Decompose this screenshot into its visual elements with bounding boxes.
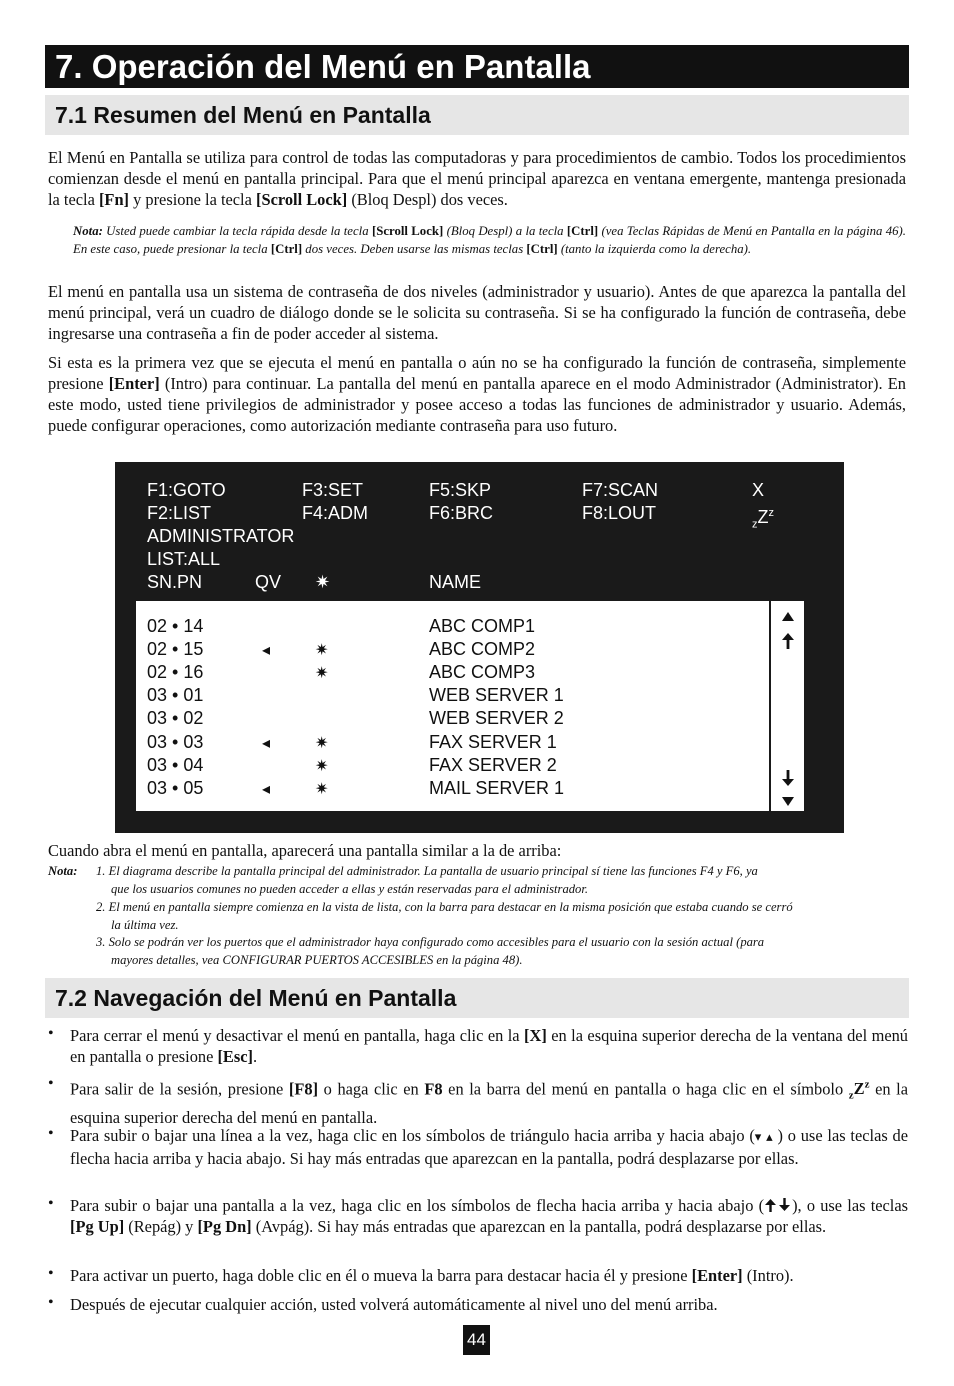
note-hotkey — [73, 222, 906, 258]
text: Si esta es la primera vez que se ejecuta el menú en pantalla o aún no se ha configurado la función de contraseña, simplemente presione — [48, 353, 906, 393]
key-enter: [Enter] — [691, 1266, 743, 1285]
key-x: [X] — [524, 1026, 547, 1045]
key-esc: [Esc] — [217, 1047, 253, 1066]
text: o haga clic en — [318, 1079, 425, 1099]
row-port: 02 • 15 — [147, 639, 204, 660]
page-number: 44 — [463, 1325, 490, 1355]
up-down-arrows-icon — [764, 1196, 792, 1215]
key: [Ctrl] — [526, 242, 558, 256]
row-name: ABC COMP3 — [429, 662, 536, 683]
z-glyph: Z — [757, 507, 769, 527]
z-glyph: z — [848, 1089, 854, 1102]
text: en la esquina superior derecha del menú en pantalla. — [70, 1079, 908, 1127]
menu-f1-goto[interactable]: F1:GOTO — [147, 480, 226, 500]
column-header-snpn: SN.PN — [147, 572, 203, 592]
column-header-qv: QV — [255, 572, 282, 592]
menu-f2-list[interactable]: F2:LIST — [147, 503, 212, 523]
note-2-line-2: la última vez. — [111, 918, 179, 932]
menu-f5-skp[interactable]: F5:SKP — [429, 480, 492, 500]
text: en la esquina superior derecha de la ventana del menú en pantalla o presione — [70, 1026, 908, 1066]
bullet: • — [48, 1195, 54, 1212]
text: Para cerrar el menú y desactivar el menú en pantalla, haga clic en la — [70, 1026, 525, 1045]
row-port: 02 • 16 — [147, 662, 204, 683]
bullet: • — [48, 1265, 54, 1282]
text: Para subir o bajar una pantalla a la vez, haga clic en los símbolos de flecha hacia arriba y hacia abajo ( — [70, 1196, 765, 1215]
row-qv-indicator: ◂ — [262, 778, 271, 798]
note-2-line-1: 2. El menú en pantalla siempre comienza en la vista de lista, con la barra para destacar en la misma posición que estaba cuando se cerró — [96, 900, 793, 914]
text: . — [252, 1047, 258, 1066]
text: (tanto la izquierda como la derecha). — [557, 242, 752, 256]
row-star-icon: ✷ — [315, 640, 329, 660]
z-glyph: z — [864, 1079, 870, 1091]
column-header-name: NAME — [429, 572, 482, 592]
key: [Ctrl] — [270, 242, 303, 256]
row-name: ABC COMP1 — [429, 616, 536, 636]
menu-f8-lout[interactable]: F8:LOUT — [582, 503, 657, 523]
row-qv-indicator: ◂ — [262, 640, 271, 660]
bullet: • — [48, 1294, 54, 1311]
bullet-line-scroll — [70, 1125, 908, 1169]
row-name: WEB SERVER 2 — [429, 708, 564, 729]
key-f8: [F8] — [288, 1079, 319, 1099]
text: El Menú en Pantalla se utiliza para control de todas las computadoras y para procedimientos de cambio. Todos los procedimientos comienzan desde el menú en pantalla principal. Para que el menú principal aparezca en ventana emergente, mantenga presionada la tecla — [48, 148, 906, 209]
bullet: • — [48, 1075, 54, 1092]
bullet-logout — [70, 1075, 908, 1128]
note-1-line-2: que los usuarios comunes no pueden acceder a ellas y están reservadas para el administrador. — [111, 882, 588, 896]
text: (Intro) para continuar. La pantalla del menú en pantalla aparece en el modo Administrador (Administrator). En este modo, usted tiene privilegios de administrador y posee acceso a todas las funciones de administrador y usuario. Además, puede configurar operaciones, como autorización mediante contraseña para uso futuro. — [48, 374, 906, 435]
row-name: FAX SERVER 1 — [429, 731, 557, 752]
row-name: WEB SERVER 1 — [429, 685, 564, 706]
row-port: 03 • 03 — [147, 731, 204, 752]
text: y presione la tecla — [129, 190, 256, 209]
text: (vea Teclas Rápidas de Menú en Pantalla en la página 46). En este caso, puede presionar la tecla — [73, 224, 906, 256]
section-heading-7-1: 7.1 Resumen del Menú en Pantalla — [55, 102, 431, 128]
sleep-symbol-icon — [848, 1079, 870, 1102]
menu-f7-scan[interactable]: F7:SCAN — [582, 480, 659, 500]
note-label: Nota: — [73, 224, 103, 238]
text: (Avpág). Si hay más entradas que aparezcan en la pantalla, podrá desplazarse por ellas. — [251, 1217, 827, 1236]
key-fn: [Fn] — [98, 190, 130, 209]
row-name: FAX SERVER 2 — [429, 754, 557, 775]
row-star-icon: ✷ — [315, 755, 329, 775]
row-port: 03 • 01 — [147, 685, 204, 706]
z-glyph: z — [768, 507, 774, 519]
row-qv-indicator: ◂ — [262, 732, 271, 752]
sleep-icon[interactable] — [752, 502, 774, 537]
triangle-up-icon[interactable] — [779, 610, 797, 624]
menu-f3-set[interactable]: F3:SET — [302, 480, 364, 500]
z-glyph: z — [752, 518, 758, 531]
bullet-return: Después de ejecutar cualquier acción, usted volverá automáticamente al nivel uno del menú arriba. — [70, 1295, 718, 1314]
key-pgdn: [Pg Dn] — [197, 1217, 252, 1236]
row-name: MAIL SERVER 1 — [429, 777, 565, 798]
close-icon[interactable]: X — [752, 480, 765, 500]
row-port: 03 • 02 — [147, 708, 204, 729]
row-star-icon: ✷ — [315, 732, 329, 752]
arrow-up-icon[interactable] — [779, 632, 797, 650]
row-star-icon: ✷ — [315, 663, 329, 683]
text: (Repág) y — [124, 1217, 198, 1236]
key-pgup: [Pg Up] — [70, 1217, 125, 1236]
bullet: • — [48, 1025, 54, 1042]
row-port: 03 • 04 — [147, 754, 204, 775]
bullet-close-menu — [70, 1025, 908, 1067]
paragraph-first-time — [48, 352, 906, 436]
text: en la barra del menú en pantalla o haga clic en el símbolo — [442, 1079, 849, 1099]
menu-f4-adm[interactable]: F4:ADM — [302, 503, 369, 523]
note-3-line-1: 3. Solo se podrán ver los puertos que el administrador haya configurado como accesibles para el usuario con la sesión actual (para — [96, 935, 765, 949]
arrow-down-icon[interactable] — [779, 769, 797, 787]
key: [Ctrl] — [566, 224, 599, 238]
row-name: ABC COMP2 — [429, 639, 536, 660]
text: ), o use las teclas — [792, 1196, 908, 1215]
screen-caption: Cuando abra el menú en pantalla, aparecerá una pantalla similar a la de arriba: — [48, 841, 562, 860]
paragraph-intro — [48, 147, 906, 210]
bullet-activate-port — [70, 1265, 908, 1286]
text: ) o use las teclas de flecha hacia arriba y hacia abajo. Si hay más entradas que aparezcan en la pantalla, podrá desplazarse por ellas. — [70, 1126, 908, 1168]
text: Para subir o bajar una línea a la vez, haga clic en los símbolos de triángulo hacia arriba y hacia abajo ( — [70, 1126, 755, 1145]
row-port: 03 • 05 — [147, 777, 204, 798]
note-3-line-2: mayores detalles, vea CONFIGURAR PUERTOS ACCESIBLES en la página 48). — [111, 953, 523, 967]
note-label: Nota: — [48, 864, 78, 878]
mode-label: ADMINISTRATOR — [147, 526, 295, 546]
z-glyph: Z — [853, 1079, 865, 1099]
bullet-page-scroll — [70, 1195, 908, 1237]
page-title: 7. Operación del Menú en Pantalla — [55, 48, 591, 85]
text: (Intro). — [742, 1266, 794, 1285]
list-mode-label: LIST:ALL — [147, 549, 221, 569]
text: Para activar un puerto, haga doble clic en él o mueva la barra para destacar hacia él y presione — [70, 1266, 692, 1285]
triangle-down-icon[interactable] — [779, 794, 797, 808]
column-header-star-icon: ✷ — [315, 572, 331, 592]
triangle-arrows-icon: ▾ ▴ — [754, 1130, 773, 1145]
text: (Bloq Despl) dos veces. — [347, 190, 508, 209]
text: (Bloq Despl) a la tecla — [443, 224, 567, 238]
row-star-icon: ✷ — [315, 778, 329, 798]
key-f8: F8 — [424, 1079, 443, 1099]
note-1-line-1: 1. El diagrama describe la pantalla principal del administrador. La pantalla de usuario principal sí tiene las funciones F4 y F6, ya — [96, 864, 758, 878]
key-scroll-lock: [Scroll Lock] — [256, 190, 348, 209]
key-enter: [Enter] — [108, 374, 160, 393]
section-heading-7-2: 7.2 Navegación del Menú en Pantalla — [55, 985, 457, 1011]
paragraph-password: El menú en pantalla usa un sistema de contraseña de dos niveles (administrador y usuario). Antes de que aparezca la pantalla del menú principal, verá un cuadro de diálogo donde se le solicita su contraseña. Si se ha configurado la función de contraseña, debe ingresarse una contraseña a fin de poder acceder al sistema. — [48, 282, 906, 343]
row-port: 02 • 14 — [147, 616, 204, 636]
key: [Scroll Lock] — [371, 224, 444, 238]
bullet: • — [48, 1125, 54, 1142]
text: Usted puede cambiar la tecla rápida desde la tecla — [102, 224, 372, 238]
text: Para salir de la sesión, presione — [70, 1079, 289, 1099]
menu-f6-brc[interactable]: F6:BRC — [429, 503, 494, 523]
text: dos veces. Deben usarse las mismas teclas — [302, 242, 527, 256]
